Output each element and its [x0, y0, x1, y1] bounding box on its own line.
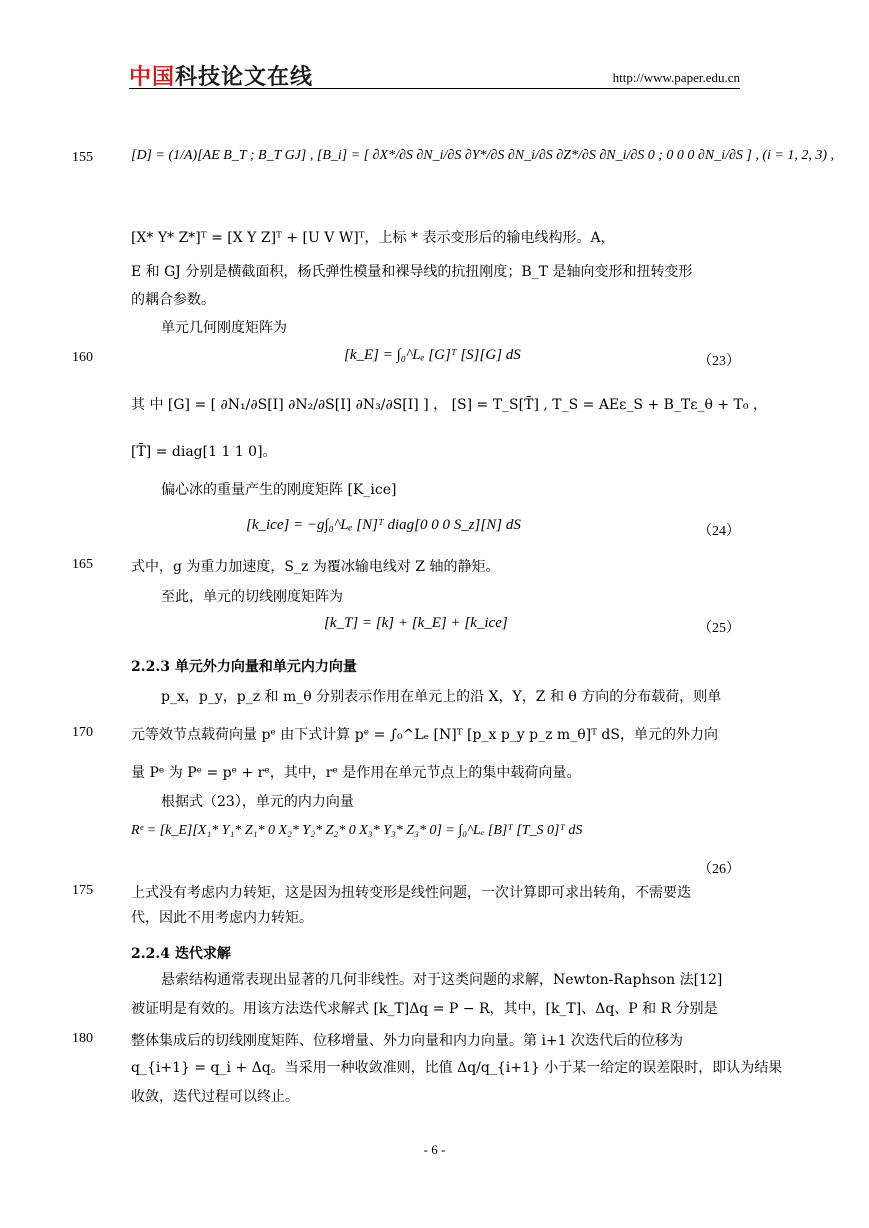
paragraph-line: [X* Y* Z*]ᵀ = [X Y Z]ᵀ + [U V W]ᵀ，上标 * 表示变形后的输电线构形。A， [131, 230, 615, 246]
logo-red-text: 中国 [129, 65, 176, 90]
equation-number: （23） [698, 354, 740, 369]
header-url: http://www.paper.edu.cn [612, 70, 740, 85]
line-number: 175 [72, 883, 93, 898]
equation-25: [k_T] = [k] + [k_E] + [k_ice] [324, 615, 508, 631]
paragraph-line: E 和 GJ 分别是横截面积，杨氏弹性模量和裸导线的抗扭刚度；B_T 是轴向变形和扭转变形 [131, 264, 693, 280]
equation-26: Rᵉ = [k_E][X₁* Y₁* Z₁* 0 X₂* Y₂* Z₂* 0 X₃* Y₃* Z₃* 0] = ∫₀^Lₑ [B]ᵀ [T_S 0]ᵀ dS [131, 823, 583, 838]
paragraph-line: 被证明是有效的。用该方法迭代求解式 [k_T]Δq = P − R，其中，[k_T]、Δq、P 和 R 分别是 [131, 1001, 718, 1017]
line-number: 165 [72, 557, 93, 572]
paragraph-line: 代，因此不用考虑内力转矩。 [131, 910, 313, 926]
paragraph-line: 元等效节点载荷向量 pᵉ 由下式计算 pᵉ = ∫₀^Lₑ [N]ᵀ [p_x p_y p_z m_θ]ᵀ dS，单元的外力向 [131, 727, 718, 743]
paragraph-line: q_{i+1} = q_i + Δq。当采用一种收敛准则，比值 Δq/q_{i+1} 小于某一给定的误差限时，即认为结果 [131, 1060, 783, 1076]
line-number: 155 [72, 150, 93, 165]
paragraph-line: 式中，g 为重力加速度，S_z 为覆冰输电线对 Z 轴的静矩。 [131, 559, 500, 575]
equation-number: （25） [698, 621, 740, 636]
paragraph-line: 悬索结构通常表现出显著的几何非线性。对于这类问题的求解，Newton-Raphson 法[12] [161, 972, 723, 988]
page-number: - 6 - [423, 1142, 446, 1157]
logo-text: 科技论文在线 [175, 65, 314, 90]
paragraph-line: 偏心冰的重量产生的刚度矩阵 [K_ice] [161, 482, 397, 498]
paragraph-line: 至此，单元的切线刚度矩阵为 [161, 589, 343, 605]
line-number: 170 [72, 725, 93, 740]
equation-number: （24） [698, 524, 740, 539]
line-number: 160 [72, 350, 93, 365]
paragraph-line: 其 中 [G] = [ ∂N₁/∂S[I] ∂N₂/∂S[I] ∂N₃/∂S[I] ] ， [S] = T_S[T̄] , T_S = AEε_S + B_Tε_θ + T₀ ， [131, 397, 767, 413]
paragraph-line: 上式没有考虑内力转矩，这是因为扭转变形是线性问题，一次计算即可求出转角，不需要迭 [131, 885, 691, 901]
equation-23: [k_E] = ∫₀^Lₑ [G]ᵀ [S][G] dS [344, 347, 521, 363]
paragraph-line: 整体集成后的切线刚度矩阵、位移增量、外力向量和内力向量。第 i+1 次迭代后的位移为 [131, 1033, 684, 1049]
line-number: 180 [72, 1031, 93, 1046]
paragraph-line: [T̄] = diag[1 1 1 0]。 [131, 444, 277, 460]
journal-logo [129, 60, 313, 91]
paragraph-line: 量 Pᵉ 为 Pᵉ = pᵉ + rᵉ，其中，rᵉ 是作用在单元节点上的集中载荷向量。 [131, 765, 581, 781]
paragraph-line: 根据式（23），单元的内力向量 [161, 794, 354, 810]
paragraph-line: 单元几何刚度矩阵为 [161, 320, 287, 336]
paragraph-line: 收敛，迭代过程可以终止。 [131, 1089, 299, 1105]
section-heading: 2.2.3 单元外力向量和单元内力向量 [131, 659, 357, 675]
paragraph-line: 的耦合参数。 [131, 292, 215, 308]
equation-d-b-matrices: [D] = (1/A)[AE B_T ; B_T GJ] , [B_i] = [ ∂X*/∂S ∂N_i/∂S ∂Y*/∂S ∂N_i/∂S ∂Z*/∂S ∂N_i/∂S 0 ; 0 0 0 ∂N_i/∂S ] , (i = 1, 2, 3) , [131, 148, 834, 163]
equation-24: [k_ice] = −g∫₀^Lₑ [N]ᵀ diag[0 0 0 S_z][N] dS [246, 517, 521, 533]
paragraph-line: p_x，p_y，p_z 和 m_θ 分别表示作用在单元上的沿 X，Y，Z 和 θ 方向的分布载荷，则单 [161, 689, 722, 705]
equation-number: （26） [698, 862, 740, 877]
section-heading: 2.2.4 迭代求解 [131, 946, 231, 962]
header-rule [129, 88, 740, 89]
